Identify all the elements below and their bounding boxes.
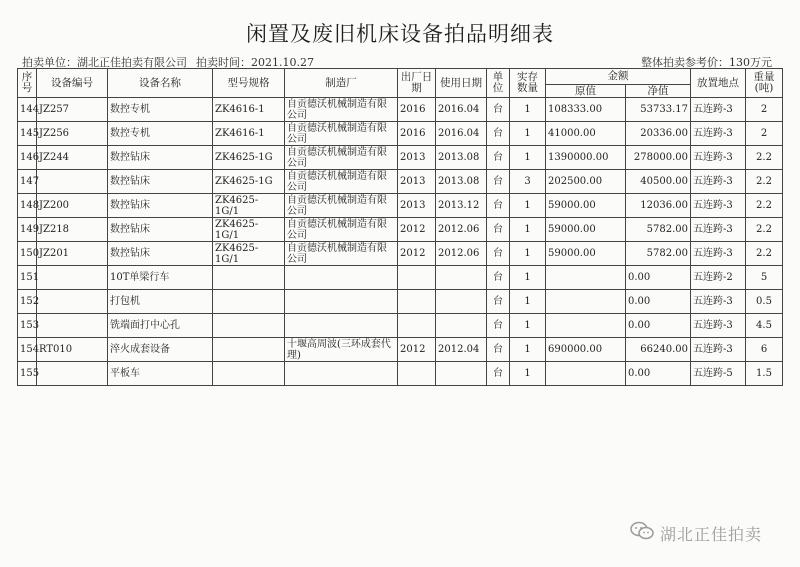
- table-row: [18, 146, 783, 170]
- cell-weight: 2: [746, 98, 783, 122]
- cell-name: 打包机: [108, 290, 213, 314]
- cell-qty: 1: [510, 314, 546, 338]
- table-row: [18, 170, 783, 194]
- cell-seq: 149: [18, 218, 37, 242]
- cell-factory-date: 2012: [398, 218, 436, 242]
- header-qty: 实存数量: [510, 69, 546, 98]
- cell-unit: 台: [487, 290, 510, 314]
- table-body: [18, 98, 783, 386]
- cell-qty: 1: [510, 194, 546, 218]
- cell-use-date: 2016.04: [436, 122, 487, 146]
- cell-net: 12036.00: [626, 194, 691, 218]
- header-unit: 单位: [487, 69, 510, 98]
- cell-original: 41000.00: [546, 122, 626, 146]
- cell-weight: 2.2: [746, 146, 783, 170]
- cell-unit: 台: [487, 338, 510, 362]
- cell-code: RT010: [37, 338, 108, 362]
- cell-weight: 2.2: [746, 242, 783, 266]
- cell-seq: 153: [18, 314, 37, 338]
- cell-maker: [285, 362, 398, 386]
- cell-seq: 151: [18, 266, 37, 290]
- header-maker: 制造厂: [285, 69, 398, 98]
- cell-name: 淬火成套设备: [108, 338, 213, 362]
- cell-seq: 144: [18, 98, 37, 122]
- cell-net: 20336.00: [626, 122, 691, 146]
- cell-model: [213, 266, 285, 290]
- cell-original: 59000.00: [546, 242, 626, 266]
- cell-qty: 1: [510, 338, 546, 362]
- cell-use-date: [436, 314, 487, 338]
- cell-unit: 台: [487, 98, 510, 122]
- cell-factory-date: 2012: [398, 338, 436, 362]
- cell-name: 数控专机: [108, 98, 213, 122]
- cell-seq: 150: [18, 242, 37, 266]
- cell-factory-date: 2016: [398, 122, 436, 146]
- table-row: [18, 266, 783, 290]
- cell-location: 五连跨-2: [691, 266, 746, 290]
- cell-factory-date: 2012: [398, 242, 436, 266]
- table-row: [18, 338, 783, 362]
- cell-name: 数控钻床: [108, 194, 213, 218]
- cell-model: [213, 314, 285, 338]
- cell-factory-date: [398, 266, 436, 290]
- cell-use-date: [436, 266, 487, 290]
- cell-use-date: [436, 290, 487, 314]
- cell-code: JZ244: [37, 146, 108, 170]
- cell-unit: 台: [487, 218, 510, 242]
- watermark: [630, 521, 762, 545]
- cell-use-date: 2012.04: [436, 338, 487, 362]
- cell-factory-date: [398, 314, 436, 338]
- cell-unit: 台: [487, 122, 510, 146]
- cell-name: 数控钻床: [108, 218, 213, 242]
- cell-original: [546, 362, 626, 386]
- cell-factory-date: [398, 362, 436, 386]
- cell-original: 59000.00: [546, 194, 626, 218]
- cell-net: 0.00: [626, 314, 691, 338]
- table-row: [18, 194, 783, 218]
- cell-name: 数控钻床: [108, 170, 213, 194]
- cell-weight: 2.2: [746, 218, 783, 242]
- table-row: [18, 242, 783, 266]
- cell-name: 平板车: [108, 362, 213, 386]
- cell-code: [37, 314, 108, 338]
- table-row: [18, 314, 783, 338]
- cell-maker: 自贡德沃机械制造有限公司: [285, 122, 398, 146]
- cell-net: 0.00: [626, 266, 691, 290]
- cell-location: 五连跨-5: [691, 362, 746, 386]
- cell-factory-date: [398, 290, 436, 314]
- table-row: [18, 362, 783, 386]
- cell-seq: 154: [18, 338, 37, 362]
- table-row: [18, 98, 783, 122]
- cell-weight: 2: [746, 122, 783, 146]
- cell-location: 五连跨-3: [691, 98, 746, 122]
- cell-maker: [285, 290, 398, 314]
- cell-unit: 台: [487, 362, 510, 386]
- cell-location: 五连跨-3: [691, 338, 746, 362]
- cell-qty: 1: [510, 98, 546, 122]
- cell-qty: 1: [510, 290, 546, 314]
- header-seq: 序号: [18, 69, 37, 98]
- cell-code: JZ200: [37, 194, 108, 218]
- page-title: 闲置及废旧机床设备拍品明细表: [246, 22, 554, 46]
- cell-code: [37, 170, 108, 194]
- cell-net: 53733.17: [626, 98, 691, 122]
- cell-seq: 148: [18, 194, 37, 218]
- cell-name: 数控专机: [108, 122, 213, 146]
- cell-model: [213, 362, 285, 386]
- equipment-table: [17, 68, 783, 386]
- cell-use-date: 2012.06: [436, 242, 487, 266]
- cell-location: 五连跨-3: [691, 218, 746, 242]
- auctioneer-label: 拍卖单位：湖北正佳拍卖有限公司: [22, 56, 187, 69]
- cell-model: [213, 338, 285, 362]
- wechat-icon: [630, 521, 654, 545]
- cell-maker: 自贡德沃机械制造有限公司: [285, 194, 398, 218]
- table-row: [18, 290, 783, 314]
- cell-original: 59000.00: [546, 218, 626, 242]
- cell-code: JZ256: [37, 122, 108, 146]
- cell-seq: 147: [18, 170, 37, 194]
- cell-unit: 台: [487, 170, 510, 194]
- cell-qty: 1: [510, 362, 546, 386]
- cell-maker: 十堰高周波(三环成套代理): [285, 338, 398, 362]
- cell-original: 108333.00: [546, 98, 626, 122]
- cell-weight: 2.2: [746, 194, 783, 218]
- cell-location: 五连跨-3: [691, 290, 746, 314]
- watermark-text: 湖北正佳拍卖: [659, 524, 762, 544]
- cell-maker: 自贡德沃机械制造有限公司: [285, 242, 398, 266]
- table-row: [18, 218, 783, 242]
- cell-weight: 0.5: [746, 290, 783, 314]
- cell-net: 5782.00: [626, 242, 691, 266]
- cell-model: ZK4625-1G/1: [213, 194, 285, 218]
- header-code: 设备编号: [37, 69, 108, 98]
- cell-factory-date: 2013: [398, 170, 436, 194]
- cell-model: ZK4616-1: [213, 122, 285, 146]
- cell-location: 五连跨-3: [691, 314, 746, 338]
- cell-seq: 145: [18, 122, 37, 146]
- cell-model: ZK4625-1G/1: [213, 218, 285, 242]
- cell-code: [37, 362, 108, 386]
- cell-location: 五连跨-3: [691, 242, 746, 266]
- cell-name: 数控钻床: [108, 242, 213, 266]
- cell-location: 五连跨-3: [691, 146, 746, 170]
- cell-factory-date: 2013: [398, 146, 436, 170]
- header-name: 设备名称: [108, 69, 213, 98]
- header-original: 原值: [546, 85, 626, 98]
- cell-weight: 4.5: [746, 314, 783, 338]
- cell-code: JZ257: [37, 98, 108, 122]
- header-location: 放置地点: [691, 69, 746, 98]
- table-row: [18, 122, 783, 146]
- cell-maker: 自贡德沃机械制造有限公司: [285, 146, 398, 170]
- cell-original: [546, 290, 626, 314]
- cell-code: [37, 290, 108, 314]
- cell-location: 五连跨-3: [691, 122, 746, 146]
- cell-name: 铣端面打中心孔: [108, 314, 213, 338]
- cell-seq: 155: [18, 362, 37, 386]
- header-net: 净值: [626, 85, 691, 98]
- cell-maker: 自贡德沃机械制造有限公司: [285, 98, 398, 122]
- cell-unit: 台: [487, 314, 510, 338]
- cell-original: [546, 314, 626, 338]
- cell-factory-date: 2013: [398, 194, 436, 218]
- cell-use-date: [436, 362, 487, 386]
- header-factory-date: 出厂日期: [398, 69, 436, 98]
- cell-weight: 1.5: [746, 362, 783, 386]
- reference-price-label: 整体拍卖参考价：130万元: [641, 56, 772, 69]
- cell-maker: [285, 314, 398, 338]
- cell-seq: 146: [18, 146, 37, 170]
- cell-qty: 1: [510, 146, 546, 170]
- cell-qty: 1: [510, 218, 546, 242]
- header-amount: 金额: [546, 69, 691, 85]
- cell-net: 40500.00: [626, 170, 691, 194]
- cell-original: 690000.00: [546, 338, 626, 362]
- cell-net: 66240.00: [626, 338, 691, 362]
- cell-original: 202500.00: [546, 170, 626, 194]
- cell-qty: 1: [510, 122, 546, 146]
- cell-qty: 3: [510, 170, 546, 194]
- header-weight: 重量(吨): [746, 69, 783, 98]
- cell-use-date: 2013.12: [436, 194, 487, 218]
- cell-model: ZK4625-1G: [213, 170, 285, 194]
- auction-time-label: 拍卖时间：2021.10.27: [196, 56, 314, 69]
- cell-code: JZ218: [37, 218, 108, 242]
- cell-weight: 6: [746, 338, 783, 362]
- cell-unit: 台: [487, 194, 510, 218]
- cell-weight: 5: [746, 266, 783, 290]
- cell-name: 数控钻床: [108, 146, 213, 170]
- cell-maker: [285, 266, 398, 290]
- cell-unit: 台: [487, 242, 510, 266]
- cell-use-date: 2012.06: [436, 218, 487, 242]
- cell-net: 0.00: [626, 362, 691, 386]
- cell-use-date: 2016.04: [436, 98, 487, 122]
- cell-model: ZK4616-1: [213, 98, 285, 122]
- cell-model: [213, 290, 285, 314]
- cell-code: JZ201: [37, 242, 108, 266]
- cell-code: [37, 266, 108, 290]
- cell-use-date: 2013.08: [436, 170, 487, 194]
- cell-net: 0.00: [626, 290, 691, 314]
- cell-location: 五连跨-3: [691, 194, 746, 218]
- cell-seq: 152: [18, 290, 37, 314]
- cell-maker: 自贡德沃机械制造有限公司: [285, 218, 398, 242]
- cell-use-date: 2013.08: [436, 146, 487, 170]
- cell-model: ZK4625-1G/1: [213, 242, 285, 266]
- cell-model: ZK4625-1G: [213, 146, 285, 170]
- cell-factory-date: 2016: [398, 98, 436, 122]
- header-use-date: 使用日期: [436, 69, 487, 98]
- cell-unit: 台: [487, 146, 510, 170]
- cell-original: 1390000.00: [546, 146, 626, 170]
- cell-net: 278000.00: [626, 146, 691, 170]
- cell-qty: 1: [510, 242, 546, 266]
- cell-unit: 台: [487, 266, 510, 290]
- cell-maker: 自贡德沃机械制造有限公司: [285, 170, 398, 194]
- cell-net: 5782.00: [626, 218, 691, 242]
- cell-original: [546, 266, 626, 290]
- cell-location: 五连跨-3: [691, 170, 746, 194]
- cell-qty: 1: [510, 266, 546, 290]
- header-model: 型号规格: [213, 69, 285, 98]
- cell-name: 10T单梁行车: [108, 266, 213, 290]
- cell-weight: 2.2: [746, 170, 783, 194]
